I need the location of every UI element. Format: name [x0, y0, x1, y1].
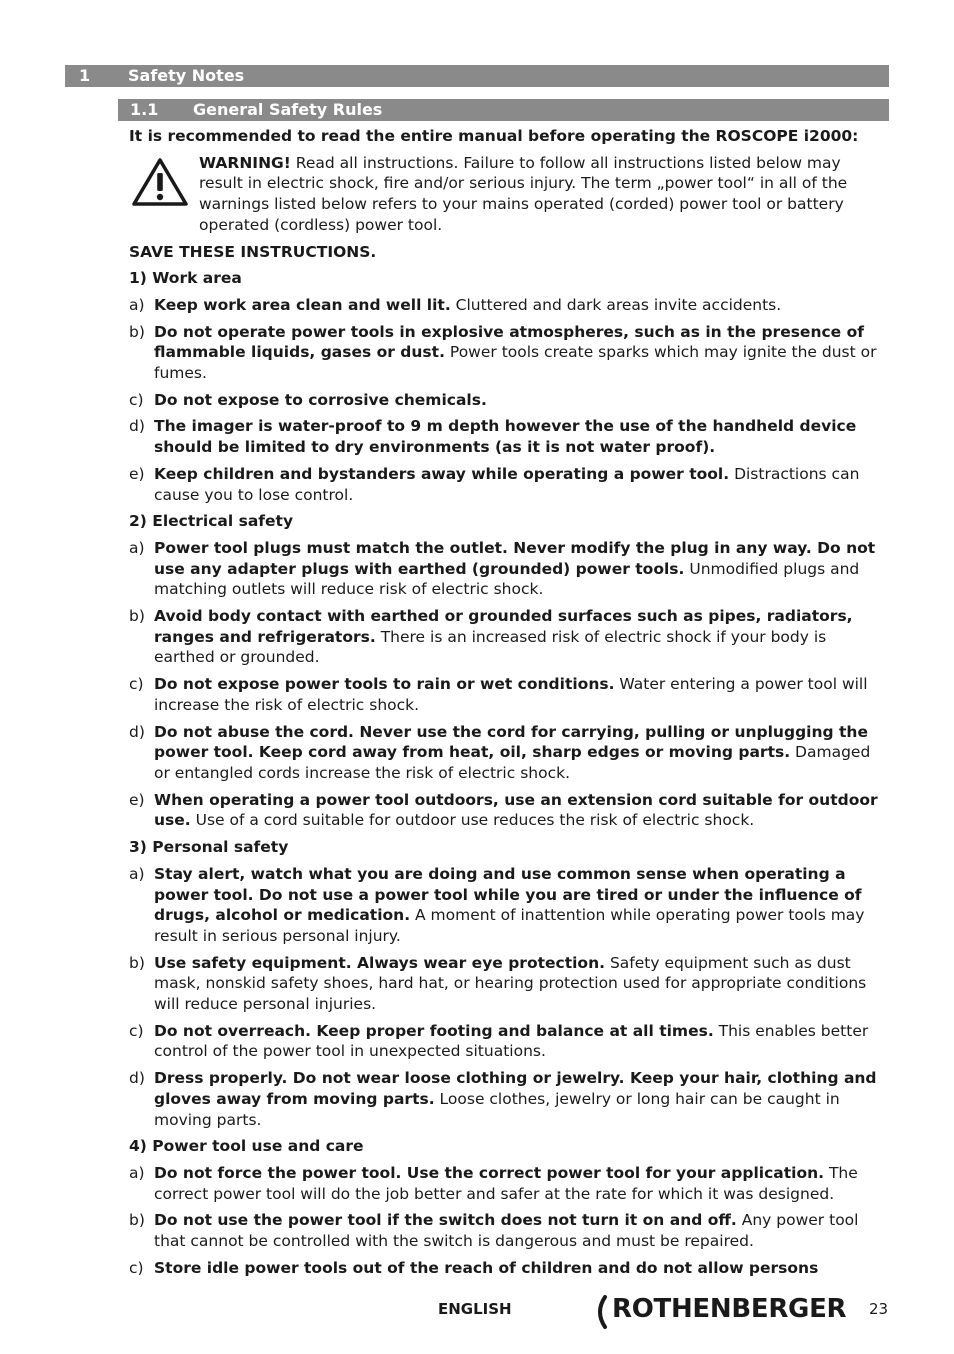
- rule-item-letter: b): [129, 322, 145, 341]
- warning-text: Read all instructions. Failure to follow all instructions listed below may result in electric shock, fire and/or serious injury. The term „power tool“ in all of the warnings listed below refers to your mains operated (corded) power tool or battery operated (cordless) power tool.: [199, 153, 848, 234]
- rule-item-bold-text: Do not expose power tools to rain or wet conditions.: [154, 675, 615, 694]
- rule-item: [129, 416, 889, 457]
- rule-item-bold-text: Do not force the power tool. Use the correct power tool for your application.: [154, 1163, 825, 1182]
- rule-item: [129, 1163, 889, 1204]
- rule-item: [129, 390, 889, 411]
- rule-item-bold-text: Store idle power tools out of the reach of children and do not allow persons: [154, 1258, 819, 1277]
- document-body: [129, 126, 889, 1284]
- rule-item-letter: a): [129, 295, 145, 314]
- rule-item-letter: a): [129, 538, 145, 557]
- page-number: 23: [869, 1300, 889, 1318]
- rule-item-bold-text: Keep children and bystanders away while operating a power tool.: [154, 464, 730, 483]
- rule-item-text: Unmodified plugs and matching outlets will reduce risk of electric shock.: [154, 559, 860, 599]
- rule-item: [129, 295, 889, 316]
- rule-item-letter: c): [129, 1258, 144, 1277]
- rule-item-letter: a): [129, 1163, 145, 1182]
- rule-item-bold-text: The imager is water-proof to 9 m depth however the use of the handheld device should be limited to dry environments (as it is not water proof).: [154, 417, 857, 457]
- rule-item: [129, 538, 889, 600]
- rule-item: [129, 790, 889, 831]
- rule-item-bold-text: Do not use the power tool if the switch does not turn it on and off.: [154, 1211, 737, 1230]
- rule-item-text: There is an increased risk of electric shock if your body is earthed or grounded.: [154, 627, 827, 667]
- rule-item-bold-text: Dress properly. Do not wear loose clothing or jewelry. Keep your hair, clothing and gloves away from moving parts.: [154, 1069, 877, 1108]
- rule-item-letter: b): [129, 953, 145, 972]
- rule-item-letter: e): [129, 790, 145, 809]
- rule-item-text: Water entering a power tool will increase the risk of electric shock.: [154, 675, 868, 714]
- rule-item-letter: c): [129, 675, 144, 694]
- rule-item-bold-text: When operating a power tool outdoors, use an extension cord suitable for outdoor use.: [154, 790, 878, 830]
- rule-item-text: Use of a cord suitable for outdoor use reduces the risk of electric shock.: [195, 811, 755, 830]
- rule-item-text: The correct power tool will do the job better and safer at the rate for which it was designed.: [154, 1163, 858, 1203]
- rule-item-text: Loose clothes, jewelry or long hair can be caught in moving parts.: [154, 1089, 840, 1129]
- rule-group-heading: 4) Power tool use and care: [129, 1137, 364, 1156]
- subsection-number: 1.1: [130, 100, 159, 119]
- save-instructions: SAVE THESE INSTRUCTIONS.: [129, 242, 377, 261]
- rule-item-letter: e): [129, 464, 145, 483]
- brand-logo: [592, 1294, 846, 1324]
- rule-item-letter: d): [129, 1069, 145, 1088]
- rule-item-letter: c): [129, 1021, 144, 1040]
- rule-item-letter: d): [129, 722, 145, 741]
- rule-item-text: Safety equipment such as dust mask, nonskid safety shoes, hard hat, or hearing protection used for appropriate conditions will reduce personal injuries.: [154, 953, 867, 1014]
- rule-item-text: Cluttered and dark areas invite accidents.: [455, 295, 782, 314]
- rule-item: [129, 464, 889, 505]
- rule-item: [129, 864, 889, 947]
- rule-item-text: Any power tool that cannot be controlled with the switch is dangerous and must be repaired.: [154, 1211, 859, 1251]
- rule-item: [129, 1021, 889, 1062]
- section-number: 1: [79, 66, 91, 85]
- section-title: Safety Notes: [128, 66, 245, 85]
- rule-item: [129, 674, 889, 715]
- rule-item-text: Distractions can cause you to lose control.: [154, 464, 860, 504]
- rule-item-letter: a): [129, 864, 145, 883]
- rule-item: [129, 1258, 889, 1279]
- subsection-header: [118, 99, 889, 121]
- subsection-title: General Safety Rules: [193, 100, 383, 119]
- rule-item-text: A moment of inattention while operating power tools may result in serious personal injury.: [154, 906, 865, 945]
- logo-swoosh-icon: [594, 1295, 612, 1329]
- warning-block: [129, 153, 889, 236]
- rule-item: [129, 1210, 889, 1251]
- footer-language: ENGLISH: [438, 1300, 512, 1318]
- rule-item-bold-text: Do not expose to corrosive chemicals.: [154, 390, 487, 409]
- rule-item-letter: c): [129, 390, 144, 409]
- rule-item-bold-text: Keep work area clean and well lit.: [154, 295, 451, 314]
- rule-item: [129, 606, 889, 668]
- rule-group-heading: 1) Work area: [129, 269, 242, 288]
- rule-item-letter: b): [129, 1211, 145, 1230]
- rule-item-bold-text: Stay alert, watch what you are doing and use common sense when operating a power tool. Do not use a power tool while you are tired or under the influence of drugs, alcohol or medication.: [154, 864, 862, 925]
- brand-name: ROTHENBERGER: [612, 1294, 847, 1324]
- rule-item: [129, 953, 889, 1015]
- rule-item-letter: d): [129, 417, 145, 436]
- rule-item-bold-text: Avoid body contact with earthed or grounded surfaces such as pipes, radiators, ranges and refrigerators.: [154, 607, 853, 646]
- rule-item-bold-text: Do not overreach. Keep proper footing and balance at all times.: [154, 1021, 714, 1040]
- rule-item-bold-text: Do not operate power tools in explosive atmospheres, such as in the presence of flammable liquids, gases or dust.: [154, 322, 864, 362]
- rule-item-text: Damaged or entangled cords increase the risk of electric shock.: [154, 743, 871, 782]
- warning-label: WARNING!: [199, 153, 291, 172]
- warning-triangle-icon: [131, 157, 189, 207]
- rule-item-bold-text: Use safety equipment. Always wear eye protection.: [154, 953, 605, 972]
- rule-item: [129, 722, 889, 784]
- intro-text: It is recommended to read the entire manual before operating the ROSCOPE i2000:: [129, 127, 859, 145]
- rule-group-heading: 2) Electrical safety: [129, 512, 294, 531]
- rule-item: [129, 322, 889, 384]
- rule-item: [129, 1068, 889, 1130]
- rule-groups: [129, 268, 889, 1278]
- rule-item-bold-text: Power tool plugs must match the outlet. Never modify the plug in any way. Do not use any adapter plugs with earthed (grounded) power tools.: [154, 538, 876, 578]
- rule-group-heading: 3) Personal safety: [129, 838, 289, 857]
- rule-item-text: This enables better control of the power tool in unexpected situations.: [154, 1021, 869, 1061]
- rule-item-letter: b): [129, 607, 145, 626]
- section-header: [65, 65, 889, 87]
- rule-item-text: Power tools create sparks which may ignite the dust or fumes.: [154, 343, 877, 383]
- rule-item-bold-text: Do not abuse the cord. Never use the cord for carrying, pulling or unplugging the power tool. Keep cord away from heat, oil, sharp edges or moving parts.: [154, 722, 868, 762]
